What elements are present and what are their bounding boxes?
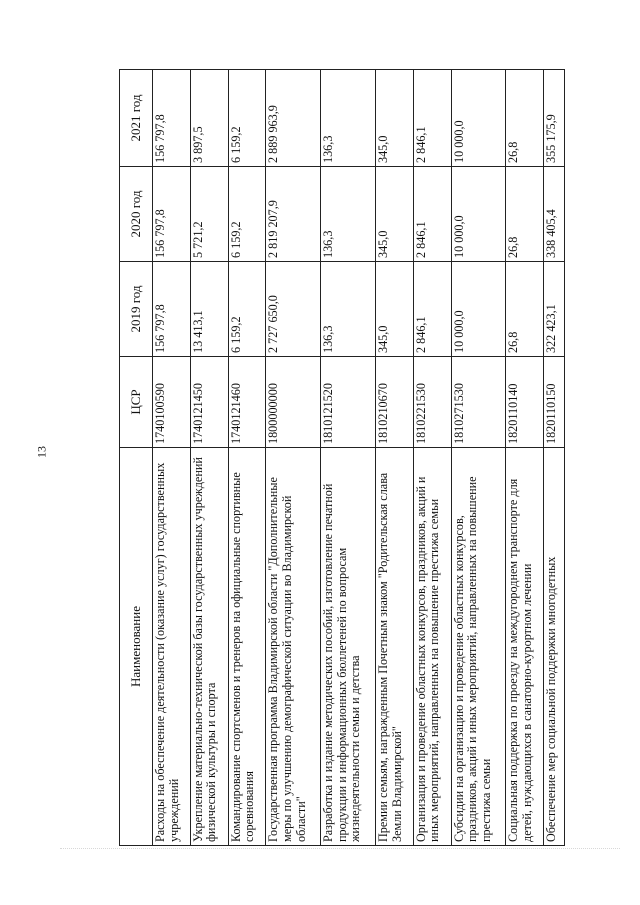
row-value-2020: 345,0 [375, 167, 413, 262]
row-value-2021: 26,8 [506, 70, 544, 167]
row-code: 1740121460 [228, 357, 266, 448]
table-row [228, 70, 266, 846]
row-value-2021: 345,0 [375, 70, 413, 167]
row-value-2021: 2 846,1 [413, 70, 451, 167]
row-value-2020: 2 846,1 [413, 167, 451, 262]
row-name: Укрепление материально-технической базы государственных учреждений физической культуры и спорта [190, 448, 228, 846]
row-value-2021: 136,3 [321, 70, 376, 167]
table-row [451, 70, 506, 846]
table-row [413, 70, 451, 846]
header-2019: 2019 год [120, 262, 153, 357]
row-value-2019: 322 423,1 [544, 262, 565, 357]
header-2020: 2020 год [120, 167, 153, 262]
row-value-2021: 10 000,0 [451, 70, 506, 167]
row-name: Обеспечение мер социальной поддержки многодетных [544, 448, 565, 846]
scan-artifact-line [60, 848, 620, 849]
row-code: 1810121520 [321, 357, 376, 448]
row-value-2020: 5 721,2 [190, 167, 228, 262]
row-code: 1820110150 [544, 357, 565, 448]
row-value-2020: 10 000,0 [451, 167, 506, 262]
row-value-2019: 136,3 [321, 262, 376, 357]
row-value-2021: 3 897,5 [190, 70, 228, 167]
table-row [153, 70, 191, 846]
row-value-2019: 26,8 [506, 262, 544, 357]
row-name: Командирование спортсменов и тренеров на официальные спортивные соревнования [228, 448, 266, 846]
row-code: 1740100590 [153, 357, 191, 448]
row-name: Субсидии на организацию и проведение областных конкурсов, праздников, акций и иных мероприятий, направленных на повышение престижа семьи [451, 448, 506, 846]
row-value-2020: 338 405,4 [544, 167, 565, 262]
row-value-2019: 2 846,1 [413, 262, 451, 357]
header-2021: 2021 год [120, 70, 153, 167]
row-name: Расходы на обеспечение деятельности (оказание услуг) государственных учреждений [153, 448, 191, 846]
row-value-2019: 345,0 [375, 262, 413, 357]
row-code: 1740121450 [190, 357, 228, 448]
row-value-2019: 6 159,2 [228, 262, 266, 357]
row-code: 1800000000 [266, 357, 321, 448]
row-value-2019: 13 413,1 [190, 262, 228, 357]
row-value-2020: 6 159,2 [228, 167, 266, 262]
row-value-2021: 2 889 963,9 [266, 70, 321, 167]
row-value-2021: 355 175,9 [544, 70, 565, 167]
row-name: Премии семьям, награжденным Почетным знаком "Родительская слава Земли Владимирской" [375, 448, 413, 846]
header-name: Наименование [120, 448, 153, 846]
row-code: 1810221530 [413, 357, 451, 448]
table-row [506, 70, 544, 846]
table-row [266, 70, 321, 846]
budget-table [119, 69, 565, 846]
row-value-2019: 10 000,0 [451, 262, 506, 357]
row-code: 1820110140 [506, 357, 544, 448]
table-row [321, 70, 376, 846]
row-value-2021: 156 797,8 [153, 70, 191, 167]
table-row [375, 70, 413, 846]
row-name: Государственная программа Владимирской области "Дополнительные меры по улучшению демографической ситуации во Владимирской области" [266, 448, 321, 846]
row-name: Организация и проведение областных конкурсов, праздников, акций и иных мероприятий, направленных на повышение престижа семьи [413, 448, 451, 846]
row-value-2020: 2 819 207,9 [266, 167, 321, 262]
row-value-2019: 2 727 650,0 [266, 262, 321, 357]
row-name: Разработка и издание методических пособий, изготовление печатной продукции и информационных бюллетеней по вопросам жизнедеятельности семьи и детства [321, 448, 376, 846]
row-value-2020: 156 797,8 [153, 167, 191, 262]
row-value-2019: 156 797,8 [153, 262, 191, 357]
row-value-2021: 6 159,2 [228, 70, 266, 167]
row-value-2020: 136,3 [321, 167, 376, 262]
row-code: 1810210670 [375, 357, 413, 448]
row-code: 1810271530 [451, 357, 506, 448]
budget-table-container [119, 70, 565, 846]
table-header-row [120, 70, 153, 846]
page-number: 13 [34, 446, 49, 458]
table-row [544, 70, 565, 846]
header-code: ЦСР [120, 357, 153, 448]
row-value-2020: 26,8 [506, 167, 544, 262]
table-row [190, 70, 228, 846]
row-name: Социальная поддержка по проезду на междугороднем транспорте для детей, нуждающихся в санаторно-курортном лечении [506, 448, 544, 846]
